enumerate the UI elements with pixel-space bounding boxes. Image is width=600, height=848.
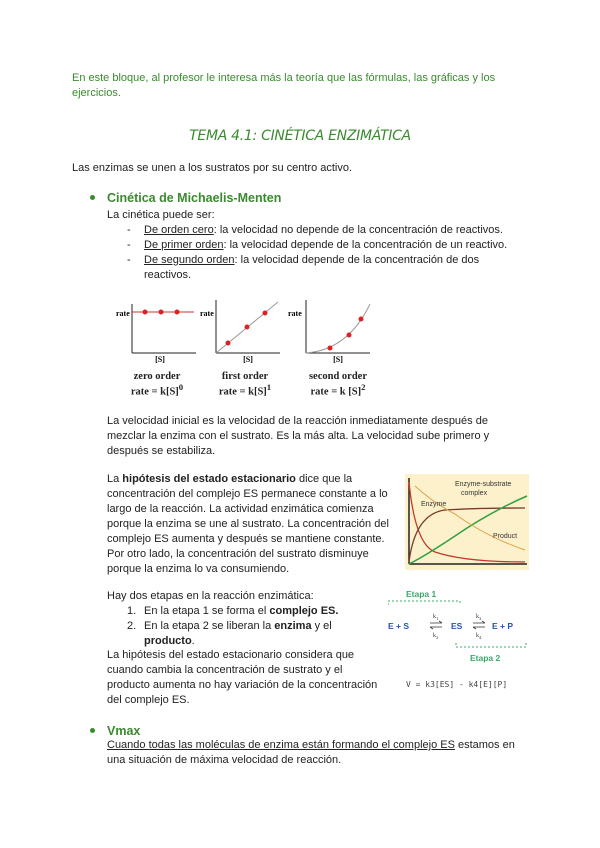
term-desc: : la velocidad depende de la concentración de dos (234, 254, 480, 266)
etapa2-label: Etapa 2 (470, 653, 501, 663)
graph-ylabel: rate (116, 309, 130, 318)
data-point (226, 341, 231, 346)
text-line: porque la enzima se une al sustrato. La concentración del (107, 518, 389, 530)
graph-xlabel: [S] (243, 355, 253, 364)
text-line: Cuando todas las moléculas de enzima están formando el complejo ES estamos en (107, 739, 515, 751)
term-desc-cont: reactivos. (144, 269, 192, 281)
bold-term: producto (144, 635, 192, 647)
graph-ylabel: rate (200, 309, 214, 318)
text-line: La hipótesis del estado estacionario considera que (107, 649, 355, 661)
text-line: largo de la reacción. La actividad enzimática comienza (107, 503, 374, 515)
page-title: TEMA 4.1: CINÉTICA ENZIMÁTICA (189, 128, 411, 144)
bold-term: hipótesis del estado estacionario (122, 473, 296, 485)
reaction-scheme (388, 585, 538, 695)
term: De orden cero (144, 224, 214, 236)
svg-text:k4: $k_4$ (476, 633, 482, 640)
es-label-2: complex (461, 490, 488, 497)
intro-note: En este bloque, al profesor le interesa más la teoría que las fórmulas, las gráficas y los ejercicios. (72, 72, 496, 99)
etapas-intro: Hay dos etapas en la reacción enzimática: (107, 590, 314, 602)
bold-term: enzima (274, 620, 312, 632)
data-point (347, 333, 352, 338)
es-complex: ES (451, 621, 463, 631)
steady-state-chart (405, 474, 529, 570)
term: De primer orden (144, 239, 224, 251)
text-line: del complejo ES. (107, 694, 190, 706)
order-list (127, 223, 547, 283)
text-line: una situación de máxima velocidad de reacción. (107, 754, 342, 766)
term: De segundo orden (144, 254, 235, 266)
list-item: 2. En la etapa 2 se liberan la enzima y el producto. (127, 620, 332, 647)
text-line: cuando cambia la concentración de sustrato y el (107, 664, 343, 676)
bullet-dot-icon (90, 728, 95, 733)
text-line: mezclar la enzima con el sustrato. Es la más alta. La velocidad sube primero y (107, 430, 490, 442)
data-point (143, 310, 148, 315)
enzimas-line: Las enzimas se unen a los sustratos por su centro activo. (72, 162, 353, 174)
second-order-graph (288, 300, 370, 364)
etapas-list (127, 604, 367, 649)
term-desc: : la velocidad depende de la concentración de un reactivo. (223, 239, 508, 251)
vmax-paragraph (107, 738, 547, 768)
data-point (159, 310, 164, 315)
text-line: producto aumenta no hay variación de la concentración (107, 679, 378, 691)
svg-text:k2: $k_2$ (433, 633, 439, 640)
svg-text:k1: $k_1$ (433, 614, 439, 621)
first-order-graph (200, 300, 280, 364)
section-heading-vmax (90, 724, 140, 738)
products: E + P (492, 621, 514, 631)
graph-ylabel: rate (288, 309, 302, 318)
text-line: Por otro lado, la concentración del sustrato disminuye (107, 548, 369, 560)
first-order-caption (206, 371, 284, 398)
text-line: concentración del complejo ES permanece constante a lo (107, 488, 388, 500)
caption-name: second order (308, 371, 368, 382)
graph-xlabel: [S] (155, 355, 165, 364)
heading-text: Vmax (107, 724, 141, 738)
data-point (175, 310, 180, 315)
graph-xlabel: [S] (333, 355, 343, 364)
caption-eq: rate = k $[S]^2$ (310, 382, 366, 398)
heading-text: Cinética de Michaelis-Menten (107, 191, 282, 205)
reactants: E + S (388, 621, 410, 631)
text-line: complejo ES aumenta y después se mantiene constante. (107, 533, 385, 545)
hipotesis-paragraph (107, 472, 389, 577)
list-item: 1. En la etapa 1 se forma el complejo ES. (127, 605, 339, 617)
data-point (263, 311, 268, 316)
velocidad-paragraph (107, 414, 489, 459)
data-point (328, 346, 333, 351)
bold-term: complejo ES. (269, 605, 339, 617)
text-line: La velocidad inicial es la velocidad de la reacción inmediatamente después de (107, 415, 488, 427)
enzyme-label: Enzyme (421, 501, 447, 508)
second-order-caption (298, 371, 378, 398)
velocity-formula: V = k3[ES] - k4[E][P] (406, 680, 508, 689)
list-item: - De primer orden: la velocidad depende de la concentración de un reactivo. (127, 239, 508, 251)
section-heading-michaelis (90, 191, 281, 205)
cinetica-intro: La cinética puede ser: (107, 209, 215, 221)
text-line: porque la enzima lo va consumiendo. (107, 563, 290, 575)
bullet-dot-icon (90, 195, 95, 200)
caption-name: zero order (133, 371, 181, 382)
caption-eq: rate = $k[S]^1$ (218, 382, 272, 398)
es-label: Enzyme-substrate (455, 481, 512, 488)
caption-name: first order (221, 371, 269, 382)
svg-text:k3: $k_3$ (476, 614, 482, 621)
zero-order-caption (118, 371, 196, 398)
caption-eq: rate = $k[S]^0$ (130, 382, 184, 398)
product-label: Product (493, 533, 518, 540)
hipotesis2-paragraph (107, 648, 377, 708)
text-line: La hipótesis del estado estacionario dice que la (107, 473, 353, 485)
term-desc: : la velocidad no depende de la concentración de reactivos. (213, 224, 503, 236)
data-point (245, 325, 250, 330)
underlined-text: Cuando todas las moléculas de enzima están formando el complejo ES (107, 739, 455, 751)
data-point (359, 317, 364, 322)
etapa1-label: Etapa 1 (406, 589, 437, 599)
text-line: después se estabiliza. (107, 445, 216, 457)
zero-order-graph (116, 304, 196, 364)
list-item: - De segundo orden: la velocidad depende de la concentración de dos reactivos. (127, 254, 480, 281)
list-item: - De orden cero: la velocidad no depende de la concentración de reactivos. (127, 224, 503, 236)
